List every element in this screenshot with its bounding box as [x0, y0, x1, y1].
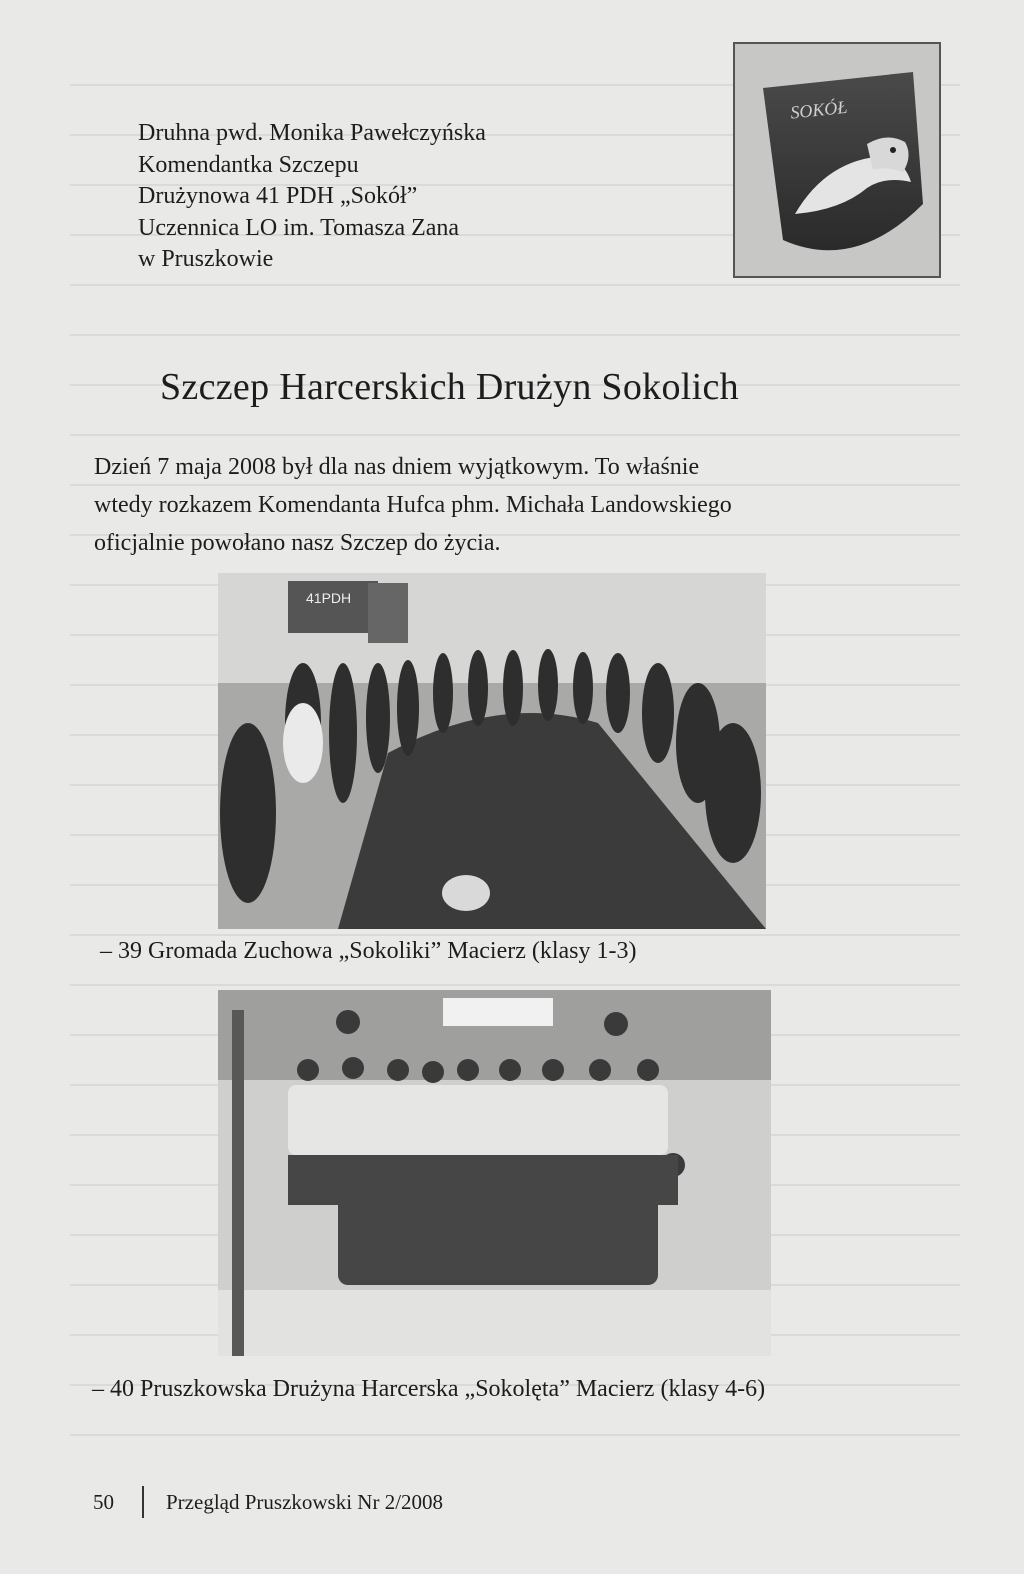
intro-line: oficjalnie powołano nasz Szczep do życia.	[94, 530, 501, 556]
page-number: 50	[93, 1489, 114, 1514]
author-role: Drużynowa 41 PDH „Sokół”	[138, 183, 418, 209]
photo-caption: – 40 Pruszkowska Drużyna Harcerska „Sokolęta” Macierz (klasy 4-6)	[92, 1376, 766, 1402]
photo-gromada-zuchowa	[218, 573, 766, 929]
intro-line: wtedy rozkazem Komendanta Hufca phm. Michała Landowskiego	[94, 492, 732, 518]
patch-illustration	[735, 44, 939, 276]
intro-line: Dzień 7 maja 2008 był dla nas dniem wyjątkowym. To właśnie	[94, 454, 700, 480]
author-role: Komendantka Szczepu	[138, 151, 359, 178]
article-intro	[94, 448, 954, 562]
article-title: Szczep Harcerskich Drużyn Sokolich	[160, 366, 739, 408]
photo-druzyna-harcerska	[218, 990, 771, 1356]
photo-sign-text: 41PDH	[306, 590, 352, 606]
footer-divider	[142, 1486, 144, 1518]
page-footer	[93, 1486, 443, 1518]
author-block	[138, 118, 486, 276]
sokol-patch-image	[733, 42, 941, 278]
author-name: Druhna pwd. Monika Pawełczyńska	[138, 120, 486, 146]
author-role: w Pruszkowie	[138, 246, 274, 272]
publication-title: Przegląd Pruszkowski Nr 2/2008	[166, 1489, 444, 1514]
patch-text: SOKÓŁ	[789, 96, 849, 123]
photo-caption: – 39 Gromada Zuchowa „Sokoliki” Macierz (klasy 1-3)	[100, 938, 637, 964]
author-role: Uczennica LO im. Tomasza Zana	[138, 214, 460, 241]
